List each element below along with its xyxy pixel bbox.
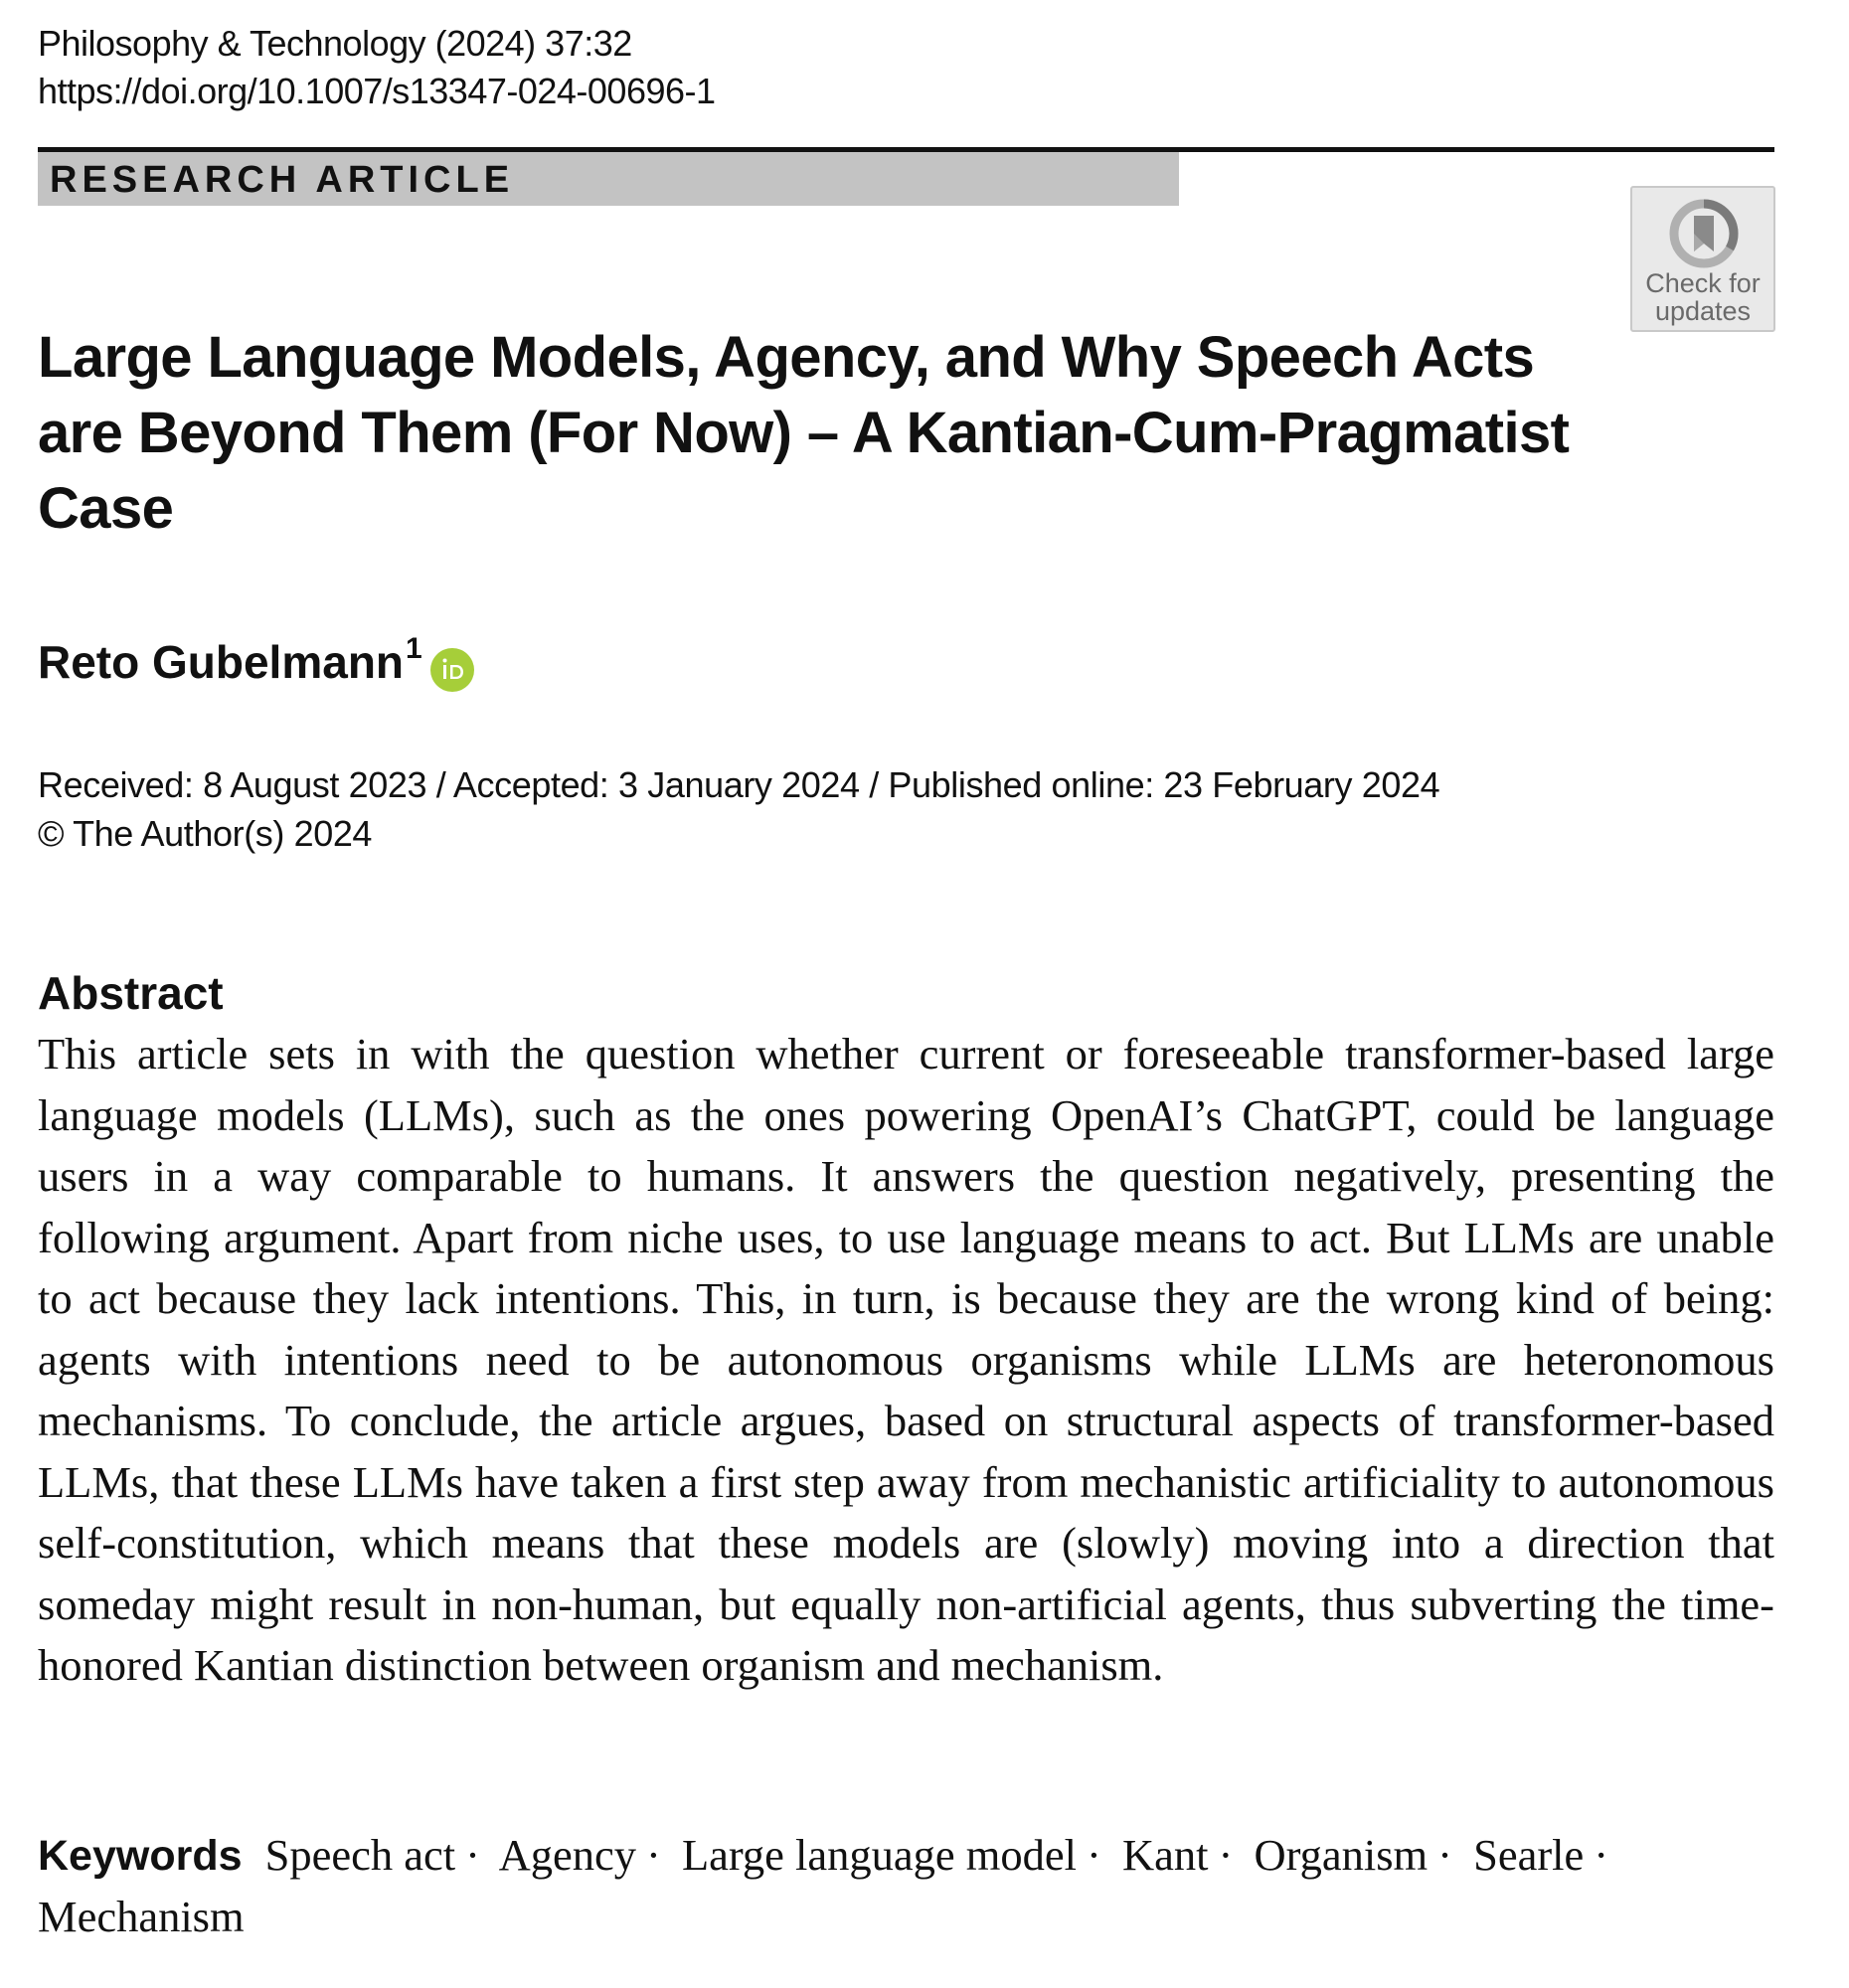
check-for-updates-line1: Check for [1645, 268, 1761, 298]
article-type-bar [38, 152, 1179, 206]
keyword-list [38, 1830, 1618, 1941]
keyword-separator: · [1087, 1830, 1101, 1880]
author-name[interactable]: Reto Gubelmann [38, 636, 405, 688]
keyword-separator: · [646, 1830, 661, 1880]
keyword-item: Organism [1254, 1830, 1429, 1880]
affiliation-marker: 1 [406, 631, 422, 665]
abstract-text: This article sets in with the question whether current or foreseeable transformer-based large language models (LLMs), such as the ones powering OpenAI’s ChatGPT, could be language users in a way comparable to humans. It answers the question negatively, presenting the following argument. Apart from niche uses, to use language means to act. But LLMs are unable to act because they lack intentions. This, in turn, is because they are the wrong kind of being: agents with intentions need to be autonomous organisms while LLMs are heteronomous mechanisms. To conclude, the article argues, based on structural aspects of transformer-based LLMs, that these LLMs have taken a first step away from mechanistic artificiality to autonomous self-constitution, which means that these models are (slowly) moving into a direction that someday might result in non-human, but equally non-artificial agents, thus subverting the time-honored Kantian distinction between organism and mechanism. [38, 1029, 1774, 1690]
journal-citation: Philosophy & Technology (2024) 37:32 [38, 23, 632, 64]
keywords-label: Keywords [38, 1832, 243, 1880]
keyword-item: Mechanism [38, 1892, 245, 1941]
keywords-section [38, 1825, 1628, 1947]
article-title: Large Language Models, Agency, and Why Speech Acts are Beyond Them (For Now) – A Kantian-Cum-Pragmatist Case [38, 325, 1570, 541]
keyword-separator: · [1594, 1830, 1609, 1880]
check-for-updates-badge[interactable] [1630, 186, 1775, 332]
keyword-item: Speech act [264, 1830, 456, 1880]
keyword-item: Kant [1121, 1830, 1209, 1880]
publication-dates: Received: 8 August 2023 / Accepted: 3 January 2024 / Published online: 23 February 2024 [38, 764, 1440, 805]
check-for-updates-line2: updates [1654, 296, 1752, 326]
keyword-separator: · [465, 1830, 480, 1880]
keyword-separator: · [1437, 1830, 1452, 1880]
abstract-heading: Abstract [38, 967, 224, 1019]
keyword-item: Searle [1473, 1830, 1585, 1880]
orcid-icon[interactable] [430, 648, 474, 692]
author-line [38, 631, 474, 690]
keyword-separator: · [1218, 1830, 1234, 1880]
doi-link[interactable]: https://doi.org/10.1007/s13347-024-00696-1 [38, 71, 716, 111]
keyword-item: Large language model [681, 1830, 1078, 1880]
keyword-item: Agency [498, 1830, 637, 1880]
article-type-label: RESEARCH ARTICLE [50, 159, 515, 201]
bookmark-ring-icon [1664, 194, 1744, 273]
copyright-notice: © The Author(s) 2024 [38, 813, 373, 854]
